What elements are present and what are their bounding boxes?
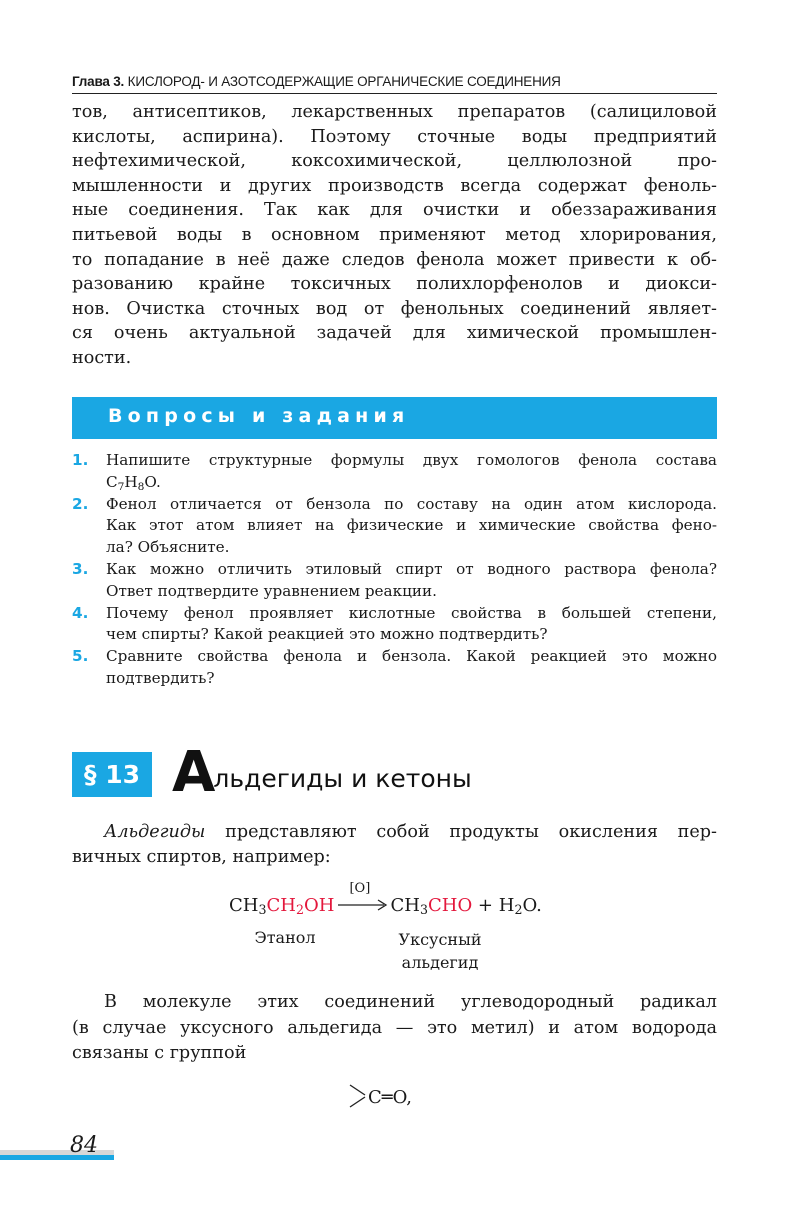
carbonyl-group: C═O, <box>348 1083 412 1109</box>
text-line: Ответ подтвердите уравнением реакции. <box>106 581 437 600</box>
section-title: Альдегиды и кетоны <box>172 740 472 805</box>
text-line: мышленности и других производств всегда содержат феноль- <box>72 175 717 196</box>
question-item <box>72 603 717 647</box>
text-line: Сравните свойства фенола и бензола. Какой реакцией это можно <box>106 647 717 666</box>
text-line: нефтехимической, коксохимической, целлюлозной про- <box>72 151 717 172</box>
reaction-arrow-icon <box>336 881 388 915</box>
text-line: ся очень актуальной задачей для химической промышлен- <box>72 323 717 344</box>
text-line: тов, антисептиков, лекарственных препаратов (салициловой <box>72 102 717 122</box>
page-number: 84 <box>70 1133 98 1158</box>
question-item <box>72 559 717 603</box>
text-line: ности. <box>72 347 132 368</box>
bond-lines-icon <box>348 1083 368 1109</box>
question-number: 3. <box>72 559 89 578</box>
text-line: то попадание в неё даже следов фенола может привести к об- <box>72 249 717 270</box>
text-line: нов. Очистка сточных вод от фенольных соединений являет- <box>72 298 717 319</box>
text-line: Фенол отличается от бензола по составу на один атом кислорода. <box>106 494 717 513</box>
questions-list <box>72 450 717 690</box>
chapter-title: КИСЛОРОД- И АЗОТСОДЕРЖАЩИЕ ОРГАНИЧЕСКИЕ СОЕДИНЕНИЯ <box>127 74 561 89</box>
question-item <box>72 450 717 494</box>
question-item <box>72 494 717 559</box>
question-number: 4. <box>72 603 89 622</box>
text-line: ные соединения. Так как для очистки и обеззараживания <box>72 200 717 221</box>
paragraph-phenol-wastewater <box>72 100 717 371</box>
formula-c7h8o: $C_7H_8O$. <box>106 472 161 493</box>
text-line: кислоты, аспирина). Поэтому сточные воды предприятий <box>72 126 717 147</box>
paragraph-carbonyl <box>72 990 717 1067</box>
text-line: разованию крайне токсичных полихлорфенолов и диокси- <box>72 274 717 295</box>
paragraph-aldehydes-intro <box>72 820 717 870</box>
questions-banner <box>72 397 717 439</box>
text-line: (в случае уксусного альдегида — это метил) и атом водорода <box>72 1017 717 1038</box>
running-header <box>72 74 717 94</box>
text-line: Напишите структурные формулы двух гомологов фенола состава <box>106 451 717 469</box>
text-line: питьевой воды в основном применяют метод хлорирования, <box>72 224 717 245</box>
text-line: подтвердить? <box>106 668 215 687</box>
question-number: 1. <box>72 451 89 469</box>
chapter-label: Глава 3. <box>72 74 125 89</box>
term-aldehydes: Альдегиды <box>104 822 206 842</box>
label-acetaldehyde: Уксусный альдегид <box>398 930 482 972</box>
label-ethanol: Этанол <box>254 928 316 947</box>
text-line: связаны с группой <box>72 1043 247 1063</box>
text-line: чем спирты? Какой реакцией это можно подтвердить? <box>106 625 548 644</box>
question-number: 2. <box>72 494 89 513</box>
text-line: Почему фенол проявляет кислотные свойства в большей степени, <box>106 603 717 622</box>
text-line: Как этот атом влияет на физические и химические свойства фено- <box>106 516 717 535</box>
text-line: вичных спиртов, например: <box>72 847 331 867</box>
question-number: 5. <box>72 647 89 666</box>
questions-title: Вопросы и задания <box>108 405 410 427</box>
text-line: Как можно отличить этиловый спирт от водного раствора фенола? <box>106 559 717 578</box>
text-line: В молекуле этих соединений углеводородный радикал <box>104 992 717 1012</box>
question-item <box>72 646 717 690</box>
reaction-condition: [O] <box>349 881 371 896</box>
text-line: ла? Объясните. <box>106 538 230 557</box>
oxidation-reaction: $CH_3CH_2OH$ [O] $CH_3CHO + H_2O$. <box>229 881 542 917</box>
section-number-badge: § 13 <box>72 752 152 797</box>
text-line: Альдегиды представляют собой продукты окисления пер- <box>104 822 717 842</box>
